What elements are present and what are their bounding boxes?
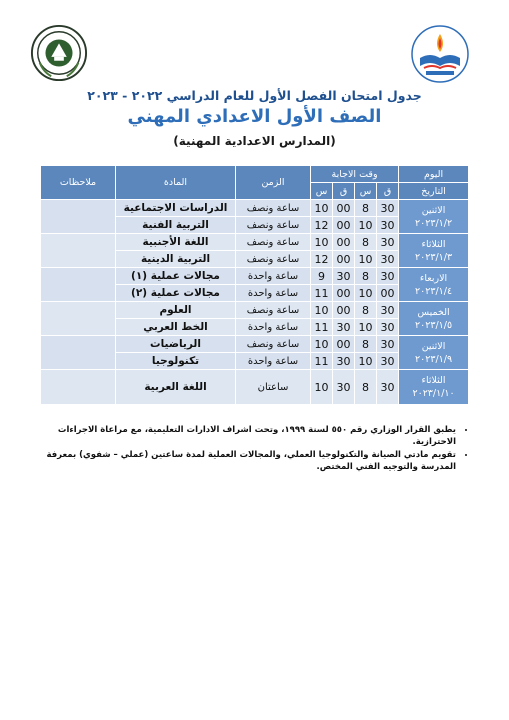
day-cell: الاربعاء ٢٠٢٣/١/٤	[399, 268, 469, 302]
notes-cell	[41, 370, 116, 405]
to-hour: 10	[311, 234, 333, 251]
duration-cell: ساعة ونصف	[236, 217, 311, 234]
from-hour: 10	[355, 353, 377, 370]
from-hour: 8	[355, 302, 377, 319]
from-minutes: 30	[377, 336, 399, 353]
to-minutes: 00	[333, 336, 355, 353]
exam-schedule-table	[40, 165, 469, 405]
subject-header: المادة	[116, 166, 236, 200]
notes-cell	[41, 234, 116, 268]
subject-cell: الخط العربي	[116, 319, 236, 336]
duration-cell: ساعة واحدة	[236, 353, 311, 370]
grade-title: الصف الأول الاعدادي المهني	[127, 106, 382, 127]
note-item: • تقويم مادتي الصيانة والتكنولوجيا العملي، والمجالات العملية لمدة ساعتين (عملي – شفوي) بمعرفة المدرسة والتوجيه الفني المختص.	[38, 449, 456, 473]
duration-cell: ساعة ونصف	[236, 302, 311, 319]
note-item: • يطبق القرار الوزاري رقم ٥٥٠ لسنة ١٩٩٩، وتحت اشراف الادارات التعليمية، مع مراعاة الاجراءات الاحترازية.	[38, 424, 456, 448]
to-hour: 11	[311, 285, 333, 302]
from-hour: 8	[355, 234, 377, 251]
from-minutes: 30	[377, 302, 399, 319]
notes-cell	[41, 336, 116, 370]
schools-subtitle: (المدارس الاعدادية المهنية)	[173, 134, 336, 148]
duration-cell: ساعة ونصف	[236, 200, 311, 217]
directorate-logo	[410, 24, 470, 84]
date-header: التاريخ	[399, 183, 469, 200]
subject-cell: العلوم	[116, 302, 236, 319]
from-minutes: 30	[377, 200, 399, 217]
to-hour: 9	[311, 268, 333, 285]
duration-cell: ساعة واحدة	[236, 285, 311, 302]
day-cell: الخميس ٢٠٢٣/١/٥	[399, 302, 469, 336]
answer-time-header: وقت الاجابة	[311, 166, 399, 183]
table-row	[41, 268, 469, 285]
from-hour: 8	[355, 268, 377, 285]
table-row	[41, 200, 469, 217]
subject-cell: اللغة الأجنبية	[116, 234, 236, 251]
to-minutes: 30	[333, 268, 355, 285]
table-row	[41, 336, 469, 353]
from-hour: 10	[355, 285, 377, 302]
duration-cell: ساعة ونصف	[236, 251, 311, 268]
to-minutes: 00	[333, 302, 355, 319]
from-minutes: 30	[377, 319, 399, 336]
to-hour: 10	[311, 370, 333, 405]
notes-cell	[41, 302, 116, 336]
from-minutes: 30	[377, 353, 399, 370]
from-minutes-header: ق	[377, 183, 399, 200]
table-row	[41, 302, 469, 319]
to-hour: 12	[311, 217, 333, 234]
from-minutes: 30	[377, 268, 399, 285]
to-hour: 11	[311, 353, 333, 370]
to-hour: 12	[311, 251, 333, 268]
table-row	[41, 234, 469, 251]
from-hour: 8	[355, 200, 377, 217]
from-minutes: 30	[377, 251, 399, 268]
from-hour: 10	[355, 217, 377, 234]
notes-cell	[41, 268, 116, 302]
to-hour: 10	[311, 200, 333, 217]
from-hour-header: س	[355, 183, 377, 200]
to-hour: 10	[311, 302, 333, 319]
from-hour: 8	[355, 370, 377, 405]
subject-cell: مجالات عملية (٢)	[116, 285, 236, 302]
day-header: اليوم	[399, 166, 469, 183]
to-minutes: 00	[333, 234, 355, 251]
from-hour: 8	[355, 336, 377, 353]
duration-header: الزمن	[236, 166, 311, 200]
from-minutes: 30	[377, 217, 399, 234]
from-hour: 10	[355, 319, 377, 336]
to-minutes: 00	[333, 251, 355, 268]
to-minutes-header: ق	[333, 183, 355, 200]
notes-section	[38, 424, 470, 474]
notes-cell	[41, 200, 116, 234]
to-minutes: 30	[333, 370, 355, 405]
subject-cell: اللغة العربية	[116, 370, 236, 405]
to-minutes: 00	[333, 217, 355, 234]
from-minutes: 30	[377, 234, 399, 251]
subject-cell: تكنولوجيا	[116, 353, 236, 370]
day-cell: الثلاثاء ٢٠٢٣/١/١٠	[399, 370, 469, 405]
to-hour-header: س	[311, 183, 333, 200]
subject-cell: الرياضيات	[116, 336, 236, 353]
duration-cell: ساعة ونصف	[236, 234, 311, 251]
subject-cell: الدراسات الاجتماعية	[116, 200, 236, 217]
to-hour: 11	[311, 319, 333, 336]
to-minutes: 00	[333, 285, 355, 302]
notes-header: ملاحظات	[41, 166, 116, 200]
duration-cell: ساعتان	[236, 370, 311, 405]
exam-schedule-title: جدول امتحان الفصل الأول للعام الدراسي ٢٠٢٢ - ٢٠٢٣	[87, 88, 422, 103]
duration-cell: ساعة واحدة	[236, 268, 311, 285]
from-hour: 10	[355, 251, 377, 268]
duration-cell: ساعة واحدة	[236, 319, 311, 336]
subject-cell: التربية الفنية	[116, 217, 236, 234]
to-hour: 10	[311, 336, 333, 353]
from-minutes: 00	[377, 285, 399, 302]
to-minutes: 00	[333, 200, 355, 217]
table-row	[41, 370, 469, 405]
to-minutes: 30	[333, 353, 355, 370]
emblem-logo	[30, 24, 88, 82]
subject-cell: مجالات عملية (١)	[116, 268, 236, 285]
duration-cell: ساعة ونصف	[236, 336, 311, 353]
day-cell: الاثنين ٢٠٢٣/١/٢	[399, 200, 469, 234]
day-cell: الثلاثاء ٢٠٢٣/١/٣	[399, 234, 469, 268]
subject-cell: التربية الدينية	[116, 251, 236, 268]
from-minutes: 30	[377, 370, 399, 405]
to-minutes: 30	[333, 319, 355, 336]
day-cell: الاثنين ٢٠٢٣/١/٩	[399, 336, 469, 370]
